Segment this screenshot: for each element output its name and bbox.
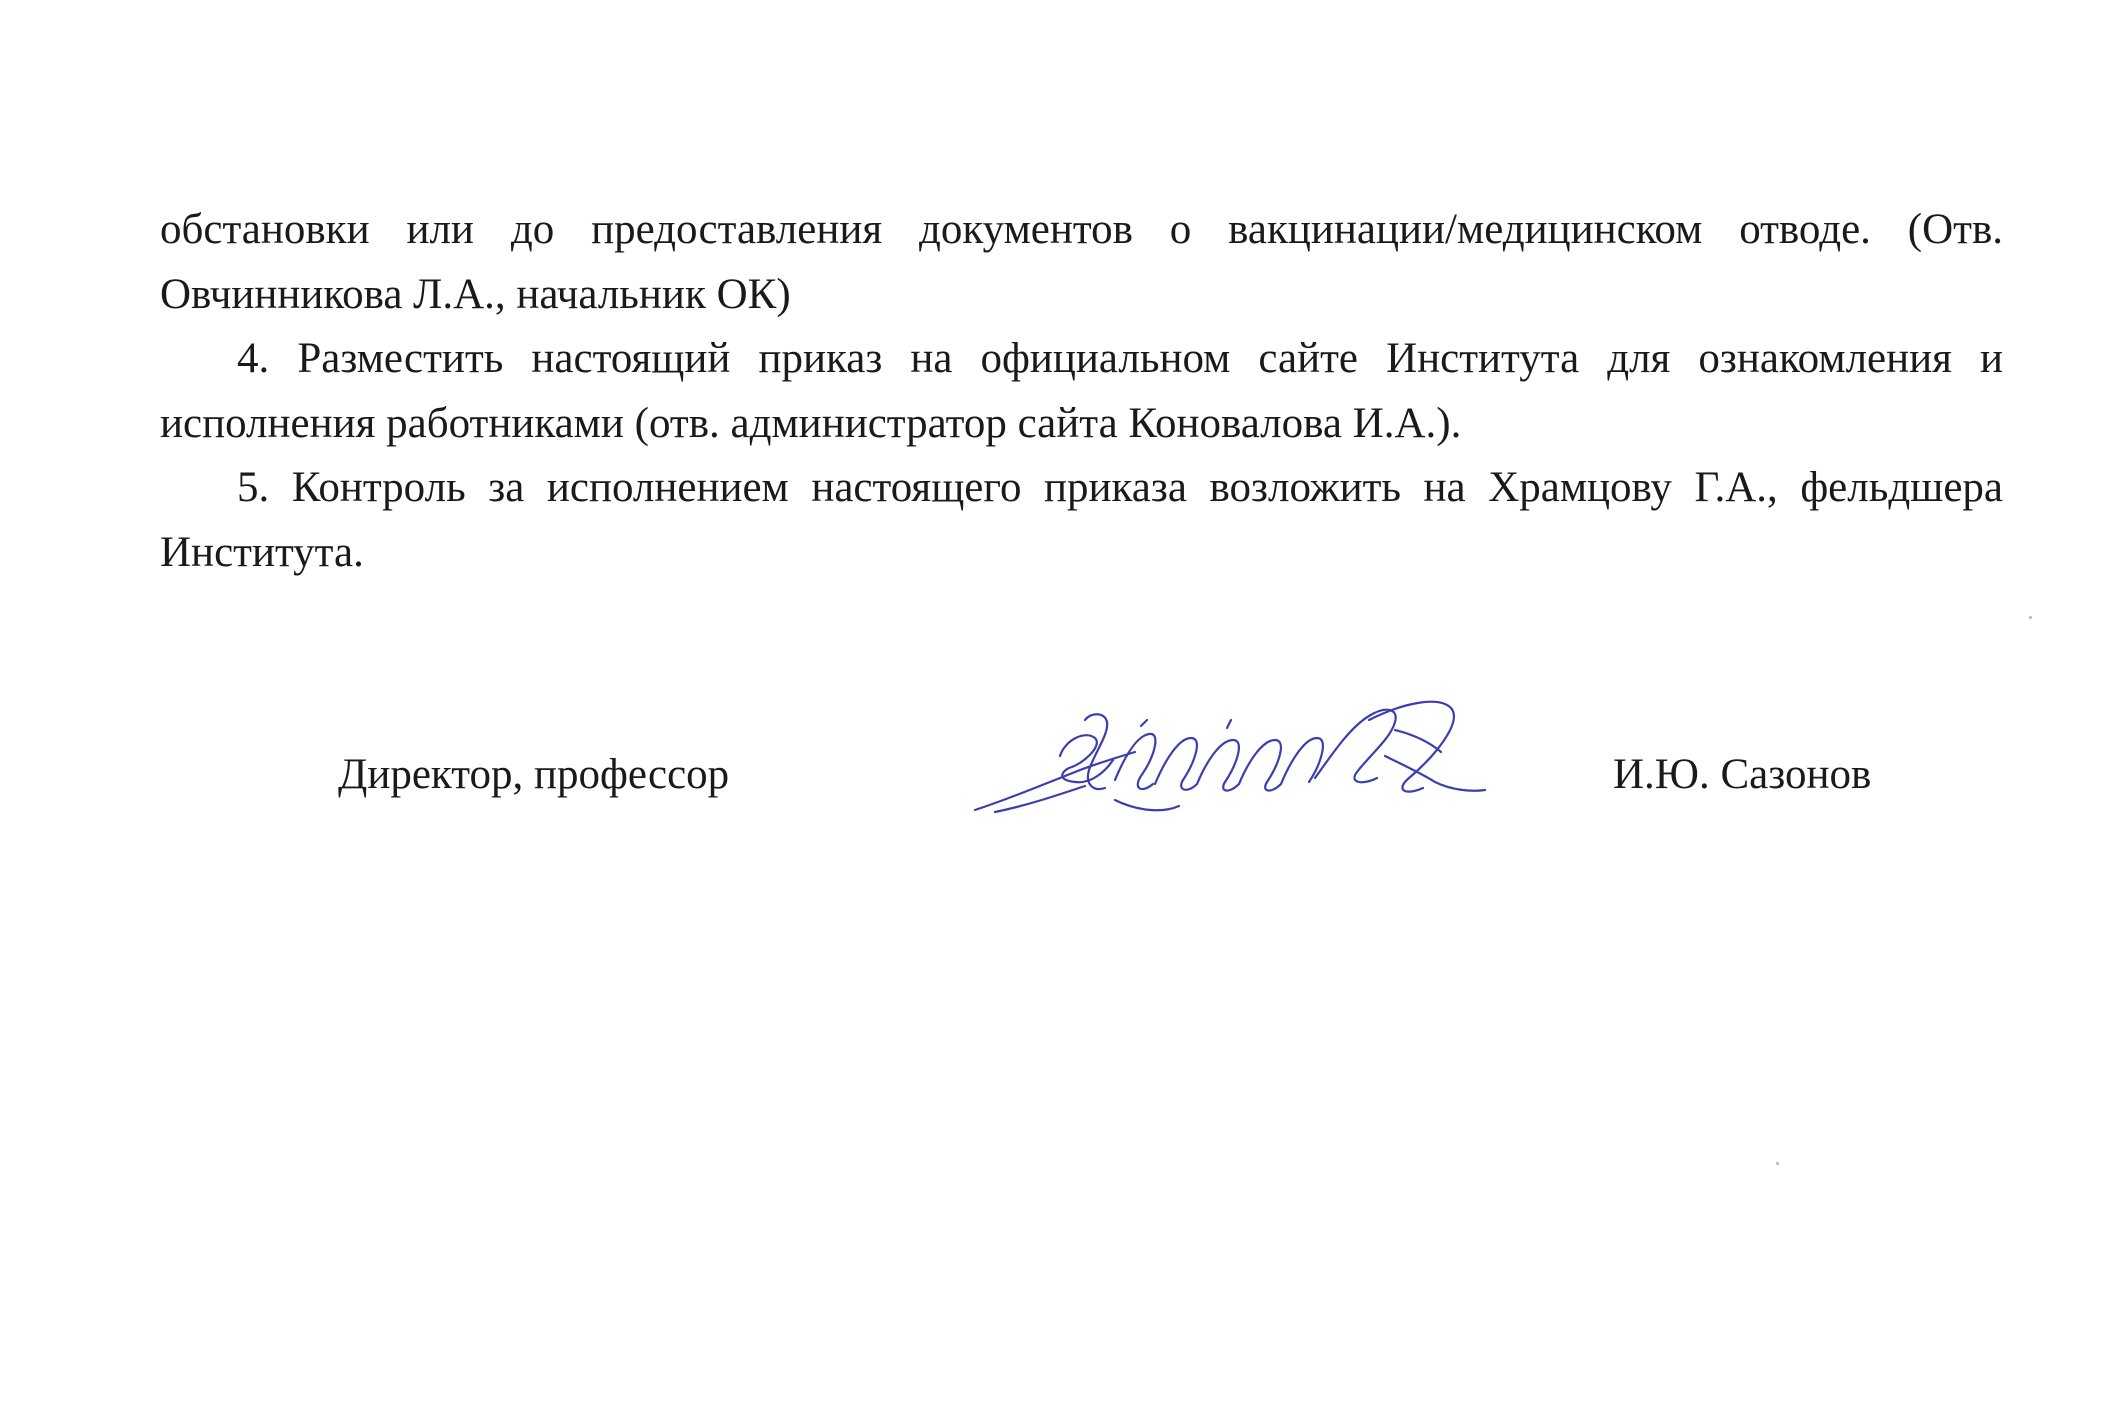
signatory-title: Директор, профессор: [338, 751, 730, 798]
paragraph-continuation: обстановки или до предоставления документов о вакцинации/медицинском отводе. (Отв. Овчинникова Л.А., начальник ОК): [160, 206, 2003, 318]
paragraph-item-5: 5. Контроль за исполнением настоящего приказа возложить на Храмцову Г.А., фельдшера Института.: [160, 464, 2003, 576]
signatory-name: И.Ю. Сазонов: [1613, 751, 1872, 798]
handwritten-signature: [965, 660, 1525, 840]
scan-speck: [2029, 616, 2032, 619]
scan-speck: [1776, 1162, 1779, 1165]
paragraph-item-4: 4. Разместить настоящий приказ на официальном сайте Института для ознакомления и исполнения работниками (отв. администратор сайта Коновалова И.А.).: [160, 335, 2003, 447]
